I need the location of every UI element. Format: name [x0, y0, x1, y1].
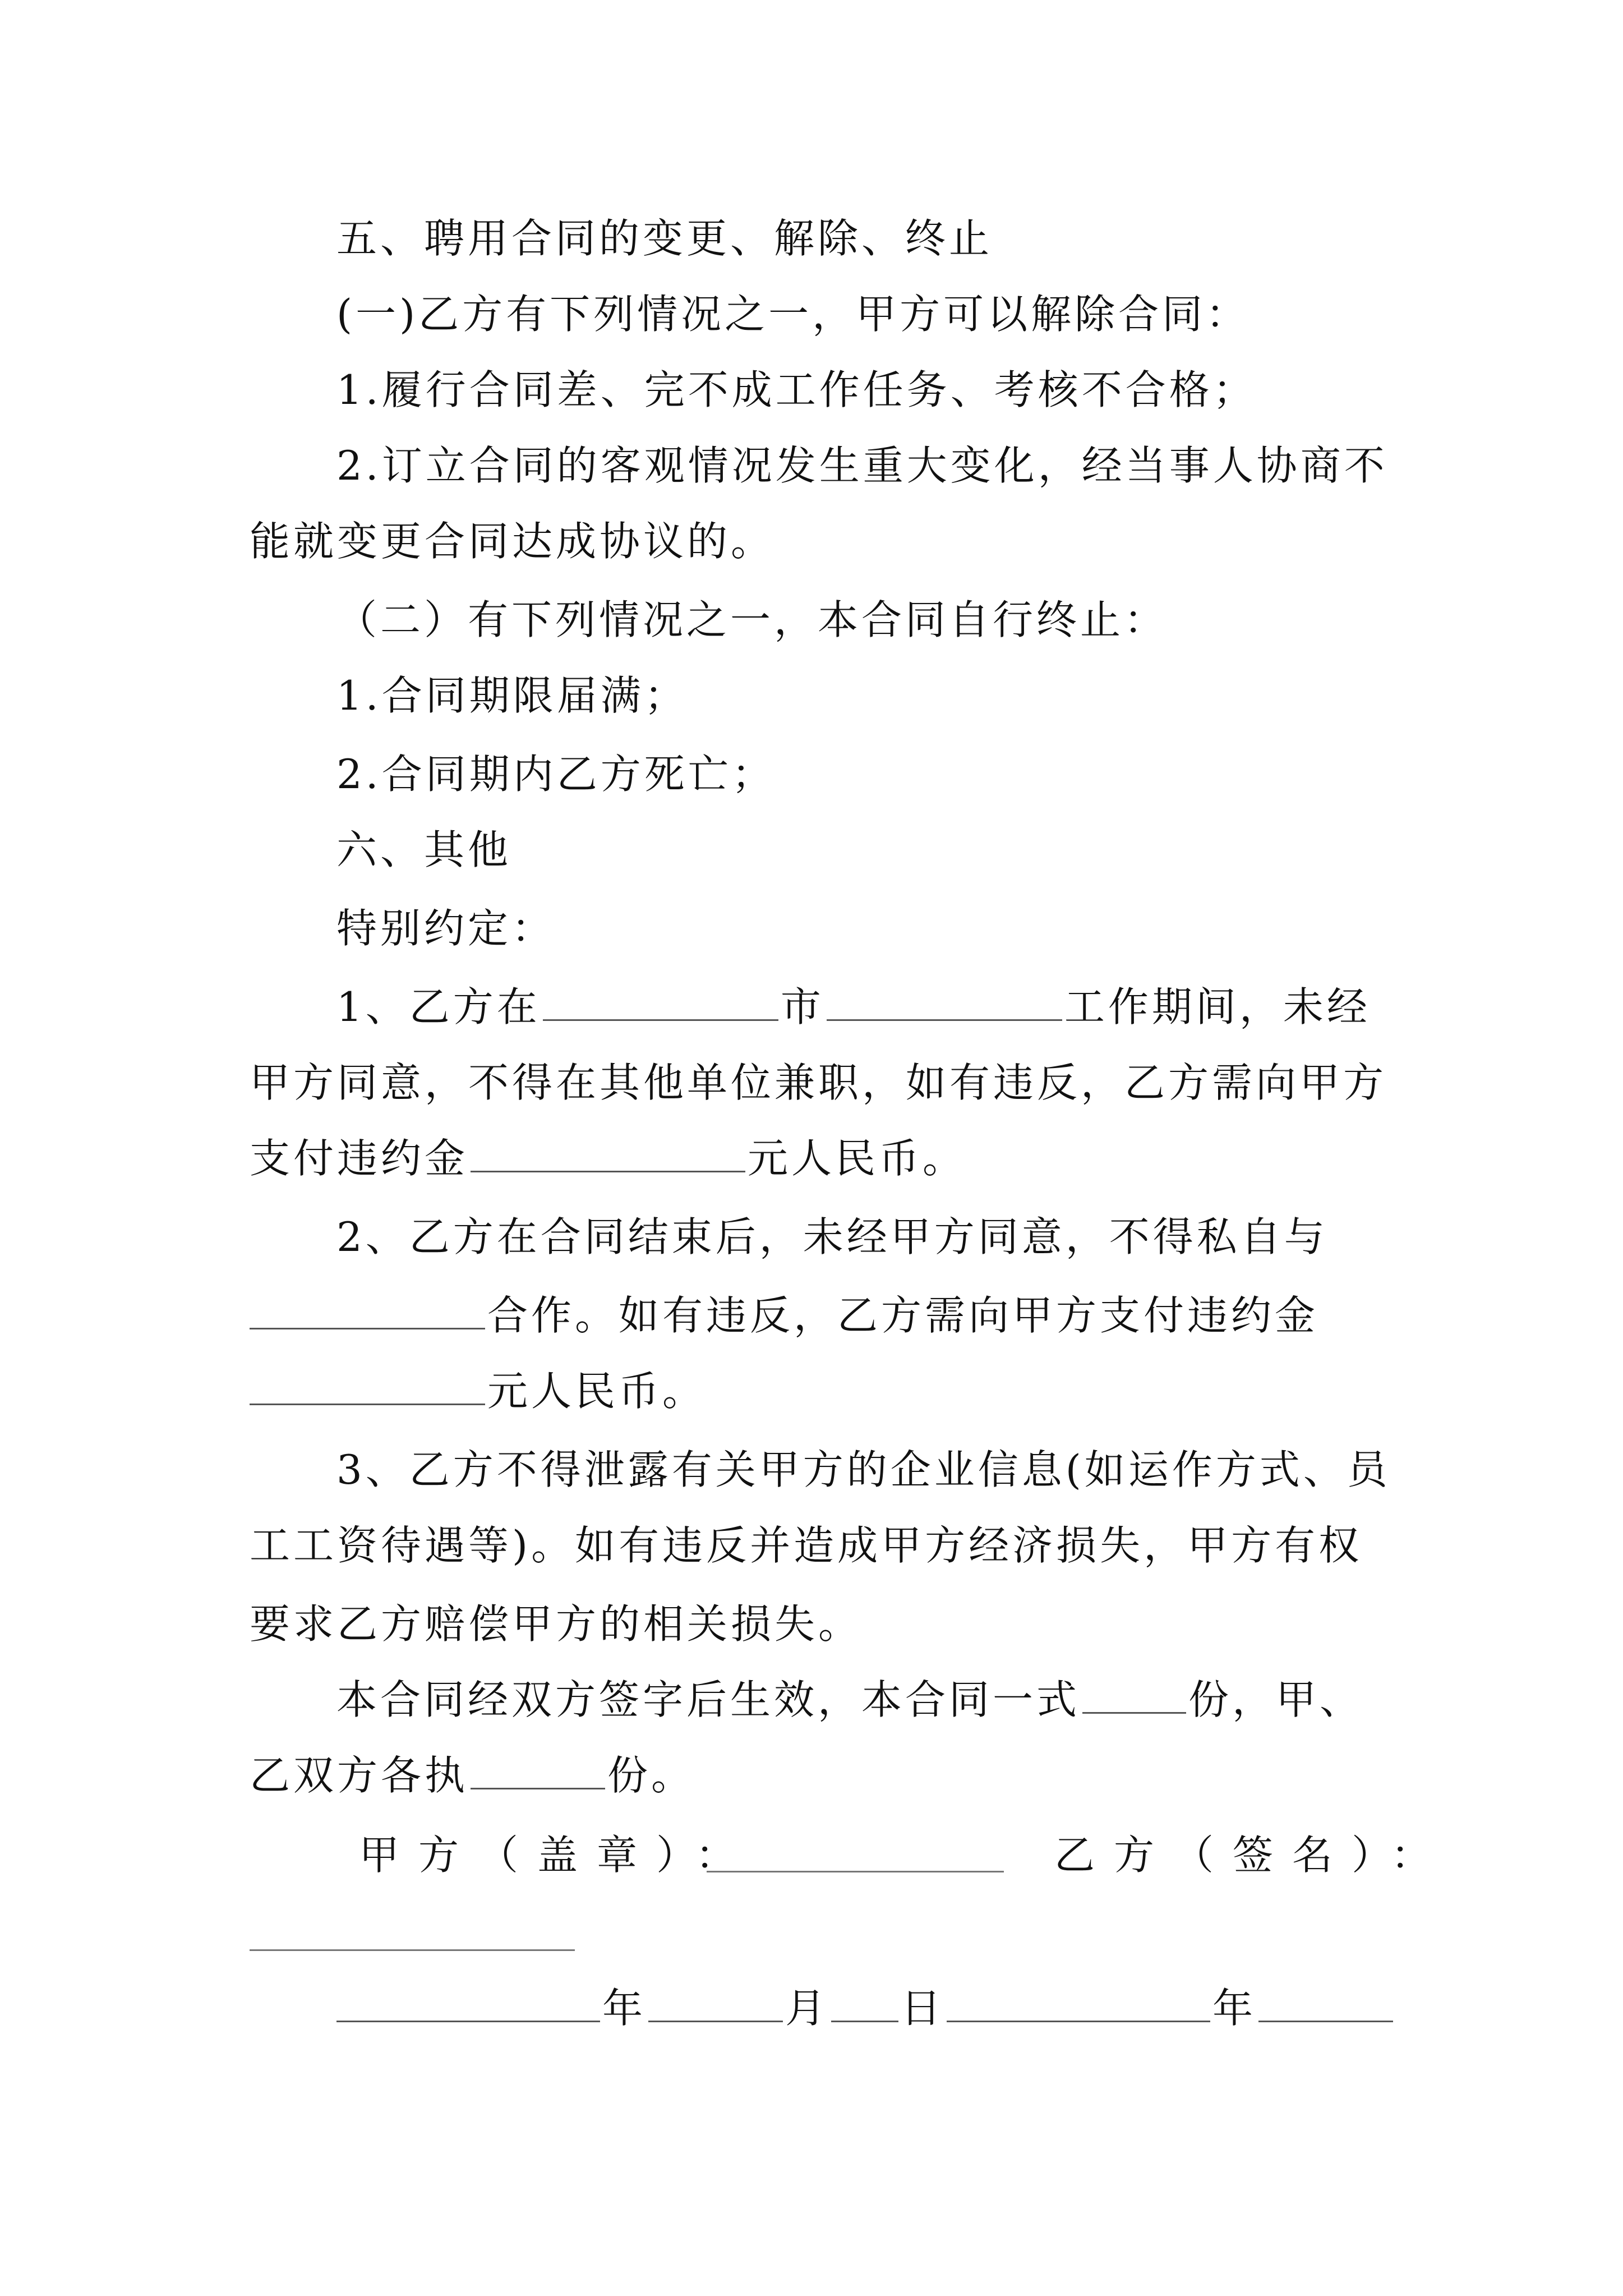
clause-1-prefix: 1、乙方在	[336, 983, 541, 1030]
clause-1-penalty-label: 支付违约金	[250, 1135, 469, 1182]
party-b-year-blank[interactable]	[947, 1988, 1210, 2022]
party-a-label: 甲方（盖章）：	[359, 1832, 755, 1879]
date-line	[336, 1983, 1380, 2033]
clause-1-mid: 市	[780, 983, 824, 1030]
clause-1-currency: 元人民币。	[748, 1135, 967, 1182]
party-a-year-blank[interactable]	[336, 1988, 600, 2022]
party-a-day-blank[interactable]	[831, 1988, 898, 2022]
clause-5-1-item-2-cont: 能就变更合同达成协议的。	[250, 518, 775, 565]
effect-line-1	[336, 1674, 1380, 1725]
clause-5-1-item-2: 2.订立合同的客观情况发生重大变化，经当事人协商不	[336, 442, 1388, 489]
year-label: 年	[602, 1985, 647, 2032]
clause-5-1-item-1: 1.履行合同差、完不成工作任务、考核不合格；	[336, 366, 1257, 413]
special-clause-1-line-1	[336, 982, 1380, 1032]
special-clause-2-line-3	[250, 1366, 1377, 1416]
special-clause-3-line-3: 要求乙方赔偿甲方的相关损失。	[250, 1600, 863, 1648]
special-clause-1-line-3	[250, 1133, 1377, 1184]
party-b-signature-line[interactable]	[250, 1949, 575, 1951]
day-label: 日	[901, 1985, 945, 2032]
party-a-signature-line[interactable]	[707, 1871, 1004, 1872]
special-clause-2-line-2	[250, 1290, 1377, 1341]
partner-blank[interactable]	[250, 1295, 485, 1329]
copies-each-blank[interactable]	[471, 1755, 605, 1789]
special-clause-3-line-1: 3、乙方不得泄露有关甲方的企业信息(如运作方式、员	[336, 1446, 1391, 1493]
special-terms-heading: 特别约定：	[336, 905, 556, 952]
clause-2-currency: 元人民币。	[487, 1368, 707, 1415]
party-b-month-blank[interactable]	[1258, 1988, 1393, 2022]
effect-each-party: 乙双方各执	[250, 1752, 469, 1799]
clause-5-2-item-1: 1.合同期限届满；	[336, 672, 688, 719]
month-label: 月	[785, 1985, 829, 2032]
effect-each-suffix: 份。	[607, 1752, 695, 1799]
penalty-amount-blank-1[interactable]	[471, 1138, 745, 1172]
section-5-heading: 五、聘用合同的变更、解除、终止	[336, 215, 993, 262]
effect-line-2	[250, 1750, 1377, 1801]
workplace-blank[interactable]	[827, 987, 1062, 1021]
special-clause-3-line-2: 工工资待遇等)。如有违反并造成甲方经济损失，甲方有权	[250, 1522, 1363, 1569]
clause-5-2-heading: （二）有下列情况之一，本合同自行终止：	[336, 596, 1168, 643]
effect-text: 本合同经双方签字后生效，本合同一式	[336, 1676, 1081, 1723]
special-clause-1-line-2: 甲方同意，不得在其他单位兼职，如有违反，乙方需向甲方	[250, 1059, 1387, 1106]
party-b-label: 乙方（签名）：	[1054, 1832, 1451, 1879]
clause-5-2-item-2: 2.合同期内乙方死亡；	[336, 751, 776, 798]
copies-total-blank[interactable]	[1082, 1680, 1186, 1714]
party-a-month-blank[interactable]	[648, 1988, 783, 2022]
year-label-2: 年	[1212, 1985, 1257, 2032]
penalty-amount-blank-2[interactable]	[250, 1371, 485, 1405]
special-clause-2-line-1: 2、乙方在合同结束后，未经甲方同意，不得私自与	[336, 1213, 1328, 1260]
effect-copies-suffix: 份，甲、	[1188, 1676, 1364, 1723]
clause-5-1-heading: (一)乙方有下列情况之一，甲方可以解除合同：	[336, 291, 1250, 338]
city-blank[interactable]	[543, 987, 778, 1021]
clause-2-text: 合作。如有违反，乙方需向甲方支付违约金	[487, 1292, 1319, 1339]
section-6-heading: 六、其他	[336, 826, 512, 873]
clause-1-suffix: 工作期间，未经	[1064, 983, 1371, 1030]
